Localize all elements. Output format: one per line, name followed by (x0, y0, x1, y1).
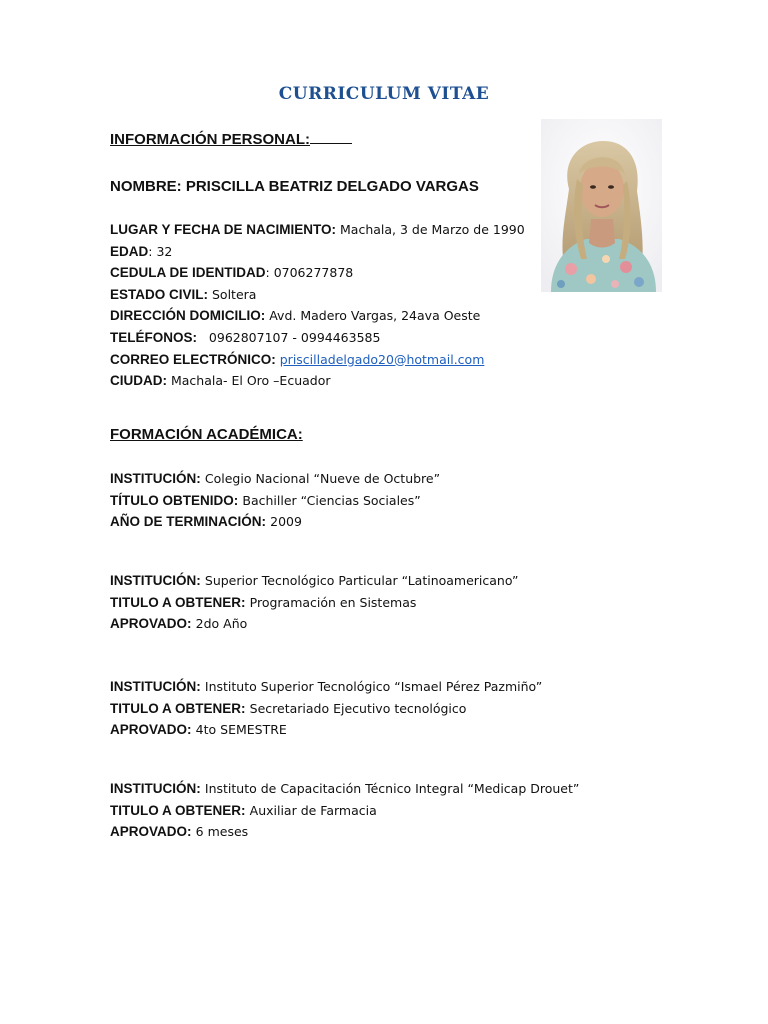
field-label: INSTITUCIÓN: (110, 679, 201, 694)
field-value: Avd. Madero Vargas, 24ava Oeste (269, 308, 481, 324)
profile-photo-drawing (541, 119, 662, 292)
field-value: Machala, 3 de Marzo de 1990 (340, 222, 525, 237)
personal-info-heading (110, 131, 352, 148)
field-label: INSTITUCIÓN: (110, 781, 201, 796)
field-value: Programación en Sistemas (249, 594, 417, 610)
field-label: ESTADO CIVIL: (110, 286, 209, 302)
field-value: Auxiliar de Farmacia (249, 802, 377, 818)
field-value: 4to SEMESTRE (195, 722, 287, 738)
field-label: CIUDAD: (110, 373, 167, 389)
field-sep (197, 330, 209, 345)
edu-institution (110, 571, 519, 593)
edu-institution (110, 677, 542, 699)
education-entry (110, 469, 440, 534)
field-label: AÑO DE TERMINACIÓN: (110, 514, 266, 530)
education-entry (110, 677, 542, 742)
field-label: INSTITUCIÓN: (110, 471, 201, 486)
full-name-line: NOMBRE: PRISCILLA BEATRIZ DELGADO VARGAS (110, 178, 479, 195)
field-value: 2do Año (195, 616, 248, 632)
field-label: APROVADO: (110, 824, 192, 840)
education-heading: FORMACIÓN ACADÉMICA: (110, 426, 303, 443)
field-value: 6 meses (195, 824, 249, 840)
field-address (110, 306, 525, 328)
field-value: Superior Tecnológico Particular “Latinoamericano” (204, 573, 519, 588)
field-email (110, 350, 525, 372)
personal-fields (110, 220, 525, 393)
field-value: Machala- El Oro –Ecuador (170, 373, 331, 389)
field-value: 0962807107 - 0994463585 (208, 329, 381, 345)
edu-year (110, 512, 440, 534)
field-value: Soltera (212, 286, 257, 302)
edu-approved (110, 720, 542, 742)
field-label: INSTITUCIÓN: (110, 573, 201, 588)
education-entry (110, 571, 519, 636)
field-value: Instituto de Capacitación Técnico Integral “Medicap Drouet” (204, 781, 580, 796)
field-label: LUGAR Y FECHA DE NACIMIENTO: (110, 222, 337, 237)
field-label: TELÉFONOS: (110, 329, 197, 345)
field-sep: : (265, 265, 274, 281)
education-entry (110, 779, 579, 844)
field-label: DIRECCIÓN DOMICILIO: (110, 308, 266, 324)
field-label: CEDULA DE IDENTIDAD (110, 265, 266, 281)
field-value: Instituto Superior Tecnológico “Ismael Pérez Pazmiño” (204, 679, 543, 694)
field-label: APROVADO: (110, 616, 192, 632)
field-city (110, 371, 525, 393)
edu-approved (110, 822, 579, 844)
field-label: CORREO ELECTRÓNICO: (110, 351, 276, 367)
field-label: TITULO A OBTENER: (110, 700, 246, 716)
field-value: 0706277878 (273, 265, 354, 281)
edu-institution (110, 779, 579, 801)
edu-approved (110, 614, 519, 636)
field-id-number (110, 263, 525, 285)
edu-title (110, 699, 542, 721)
field-label: EDAD (110, 243, 149, 259)
edu-institution (110, 469, 440, 491)
field-label: TÍTULO OBTENIDO: (110, 492, 239, 508)
field-label: APROVADO: (110, 722, 192, 738)
field-birth (110, 220, 525, 242)
field-value: Bachiller “Ciencias Sociales” (242, 492, 421, 508)
field-value: Colegio Nacional “Nueve de Octubre” (204, 471, 441, 486)
field-label: TITULO A OBTENER: (110, 594, 246, 610)
field-value: Secretariado Ejecutivo tecnológico (249, 700, 467, 716)
document-title: CURRICULUM VITAE (278, 84, 490, 104)
edu-title (110, 491, 440, 513)
field-phones (110, 328, 525, 350)
field-sep: : (148, 243, 157, 259)
heading-underline-trail (310, 142, 352, 144)
email-link[interactable]: priscilladelgado20@hotmail.com (279, 351, 485, 367)
profile-photo (541, 119, 662, 292)
field-label: TITULO A OBTENER: (110, 802, 246, 818)
personal-info-heading-text: INFORMACIÓN PERSONAL: (110, 131, 310, 148)
edu-title (110, 801, 579, 823)
field-age (110, 242, 525, 264)
field-value: 2009 (270, 514, 302, 530)
edu-title (110, 593, 519, 615)
field-civil-status (110, 285, 525, 307)
field-value: 32 (156, 243, 173, 259)
